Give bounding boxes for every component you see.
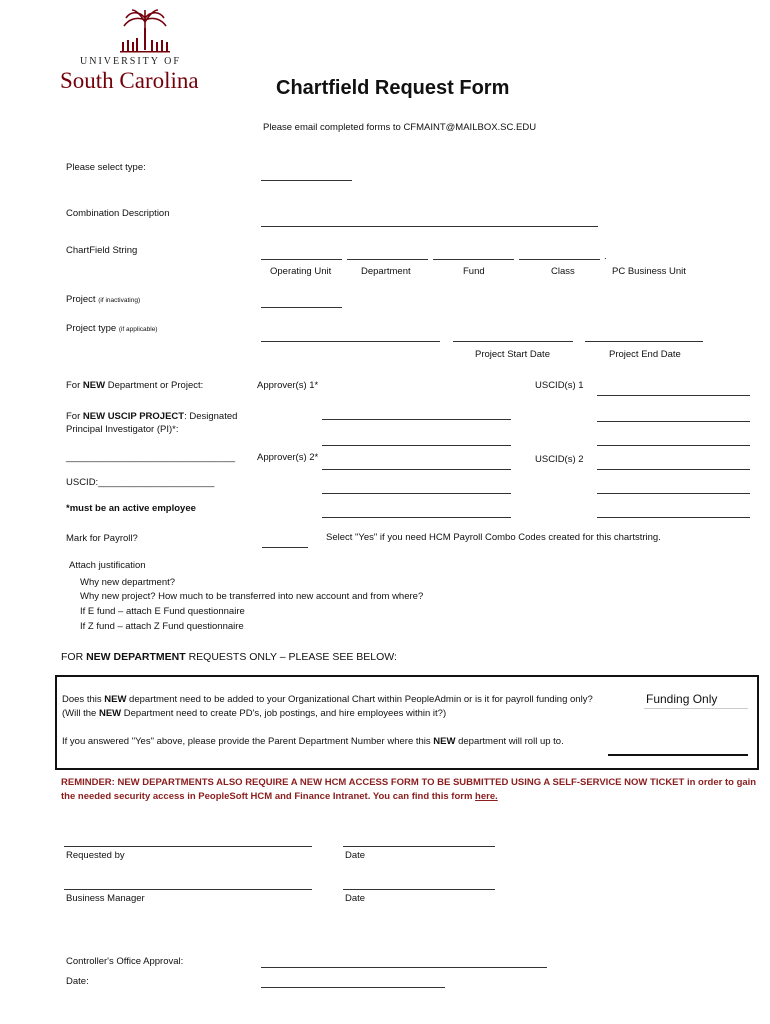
approver2-field-1[interactable] <box>322 469 511 470</box>
col-fund: Fund <box>463 266 485 277</box>
q1-post: department need to be added to your Organizational Chart within PeopleAdmin or is it for payroll funding only? <box>126 694 593 705</box>
q1-pre: Does this <box>62 694 105 705</box>
university-logo <box>60 8 230 98</box>
logo-university-of: UNIVERSITY OF <box>80 56 181 67</box>
q1b-bold: NEW <box>98 708 122 719</box>
uscid2-field-1[interactable] <box>597 469 750 470</box>
project-end-field[interactable] <box>585 341 703 342</box>
uscip-pre: For <box>66 411 83 422</box>
controller-approval-line[interactable] <box>261 967 547 968</box>
justification-label: Attach justification <box>69 560 146 571</box>
uscip-bold: NEW USCIP PROJECT <box>82 411 185 422</box>
controller-approval-label: Controller's Office Approval: <box>66 956 184 967</box>
project-type-field[interactable] <box>261 341 440 342</box>
new-dept-project-label <box>66 380 203 391</box>
col-pc-business-unit: PC Business Unit <box>612 266 686 277</box>
chartfield-dot: . <box>604 251 607 262</box>
combination-field[interactable] <box>261 226 598 227</box>
new-dept-label-pre: For <box>66 380 83 391</box>
project-label <box>66 294 140 305</box>
project-label-note: (if inactivating) <box>98 297 141 304</box>
date1-label: Date <box>345 850 366 861</box>
col-operating-unit: Operating Unit <box>270 266 332 277</box>
logo-south-carolina: South Carolina <box>60 68 199 93</box>
q2-post: department will roll up to. <box>455 736 564 747</box>
justification-item-1: Why new department? <box>80 577 176 588</box>
q1b-post: Department need to create PD's, job postings, and hire employees within it?) <box>121 708 447 719</box>
col-department: Department <box>361 266 411 277</box>
date1-line[interactable] <box>343 846 495 847</box>
new-dept-label-post: Department or Project: <box>105 380 204 391</box>
select-type-label: Please select type: <box>66 162 146 173</box>
uscid2-field-3[interactable] <box>597 517 750 518</box>
project-type-label-text: Project type <box>66 323 117 334</box>
q2-pre: If you answered "Yes" above, please provide the Parent Department Number where this <box>62 736 434 747</box>
class-field[interactable] <box>519 259 600 260</box>
email-instruction: Please email completed forms to CFMAINT@MAILBOX.SC.EDU <box>263 122 537 133</box>
new-dept-heading-bold: NEW DEPARTMENT <box>86 651 186 663</box>
date2-line[interactable] <box>343 889 495 890</box>
uscid1-field-3[interactable] <box>597 445 750 446</box>
uscip-line2: Principal Investigator (PI)*: <box>66 424 179 435</box>
new-dept-heading-pre: FOR <box>61 651 87 663</box>
justification-item-3: If E fund – attach E Fund questionnaire <box>80 606 245 617</box>
uscid1-field-2[interactable] <box>597 421 750 422</box>
page-title: Chartfield Request Form <box>276 77 510 99</box>
fund-field[interactable] <box>433 259 514 260</box>
uscip-label <box>66 410 237 436</box>
parent-dept-field[interactable] <box>608 754 748 756</box>
palmetto-tree-icon <box>118 8 172 54</box>
project-end-label: Project End Date <box>609 349 681 360</box>
controller-date-label: Date: <box>66 976 89 987</box>
project-start-field[interactable] <box>453 341 573 342</box>
department-field[interactable] <box>347 259 428 260</box>
chartfield-label: ChartField String <box>66 245 138 256</box>
new-dept-question-1 <box>62 693 593 721</box>
uscid1-field-1[interactable] <box>597 395 750 396</box>
business-manager-signature-line[interactable] <box>64 889 312 890</box>
reminder-line-2 <box>61 791 498 802</box>
uscid2-label: USCID(s) 2 <box>535 454 584 465</box>
new-dept-question-2 <box>62 736 564 747</box>
q1b-pre: (Will the <box>62 708 99 719</box>
pi-blank[interactable]: ________________________________ <box>66 452 236 463</box>
approver2-field-3[interactable] <box>322 517 511 518</box>
approver2-label: Approver(s) 2* <box>257 452 319 463</box>
uscid1-label: USCID(s) 1 <box>535 380 584 391</box>
date2-label: Date <box>345 893 366 904</box>
select-type-field[interactable] <box>261 180 352 181</box>
business-manager-label: Business Manager <box>66 893 145 904</box>
approver1-field-2[interactable] <box>322 445 511 446</box>
reminder-line-1: REMINDER: NEW DEPARTMENTS ALSO REQUIRE A NEW HCM ACCESS FORM TO BE SUBMITTED USING A SELF-SERVICE NOW TICKET in order to gain <box>61 777 757 788</box>
approver2-field-2[interactable] <box>322 493 511 494</box>
requested-by-signature-line[interactable] <box>64 846 312 847</box>
project-start-label: Project Start Date <box>475 349 550 360</box>
reminder-form-link[interactable]: here. <box>475 791 498 802</box>
new-dept-heading <box>61 651 397 663</box>
approver1-label: Approver(s) 1* <box>257 380 319 391</box>
project-label-text: Project <box>66 294 96 305</box>
col-class: Class <box>551 266 575 277</box>
q2-bold: NEW <box>433 736 456 747</box>
uscid-blank[interactable]: USCID:______________________ <box>66 477 215 488</box>
approver1-field-1[interactable] <box>322 419 511 420</box>
payroll-label: Mark for Payroll? <box>66 533 138 544</box>
project-type-label-note: (if applicable) <box>118 326 158 333</box>
funding-select[interactable] <box>644 692 748 709</box>
controller-date-line[interactable] <box>261 987 445 988</box>
active-employee-note: *must be an active employee <box>66 503 196 514</box>
justification-item-2: Why new project? How much to be transferred into new account and from where? <box>80 591 424 602</box>
operating-unit-field[interactable] <box>261 259 342 260</box>
project-type-label <box>66 323 157 334</box>
combination-label: Combination Description <box>66 208 170 219</box>
funding-select-value: Funding Only <box>646 692 718 706</box>
new-dept-heading-post: REQUESTS ONLY – PLEASE SEE BELOW: <box>185 651 397 663</box>
uscip-post: : Designated <box>184 411 238 422</box>
reminder-line-2-text: the needed security access in PeopleSoft HCM and Finance Intranet. You can find this form <box>61 791 476 802</box>
project-field[interactable] <box>261 307 342 308</box>
requested-by-label: Requested by <box>66 850 125 861</box>
uscid2-field-2[interactable] <box>597 493 750 494</box>
new-dept-label-bold: NEW <box>82 380 106 391</box>
justification-item-4: If Z fund – attach Z Fund questionnaire <box>80 621 244 632</box>
q1-bold: NEW <box>104 694 127 705</box>
payroll-note: Select "Yes" if you need HCM Payroll Combo Codes created for this chartstring. <box>326 532 661 543</box>
payroll-field[interactable] <box>262 547 308 548</box>
